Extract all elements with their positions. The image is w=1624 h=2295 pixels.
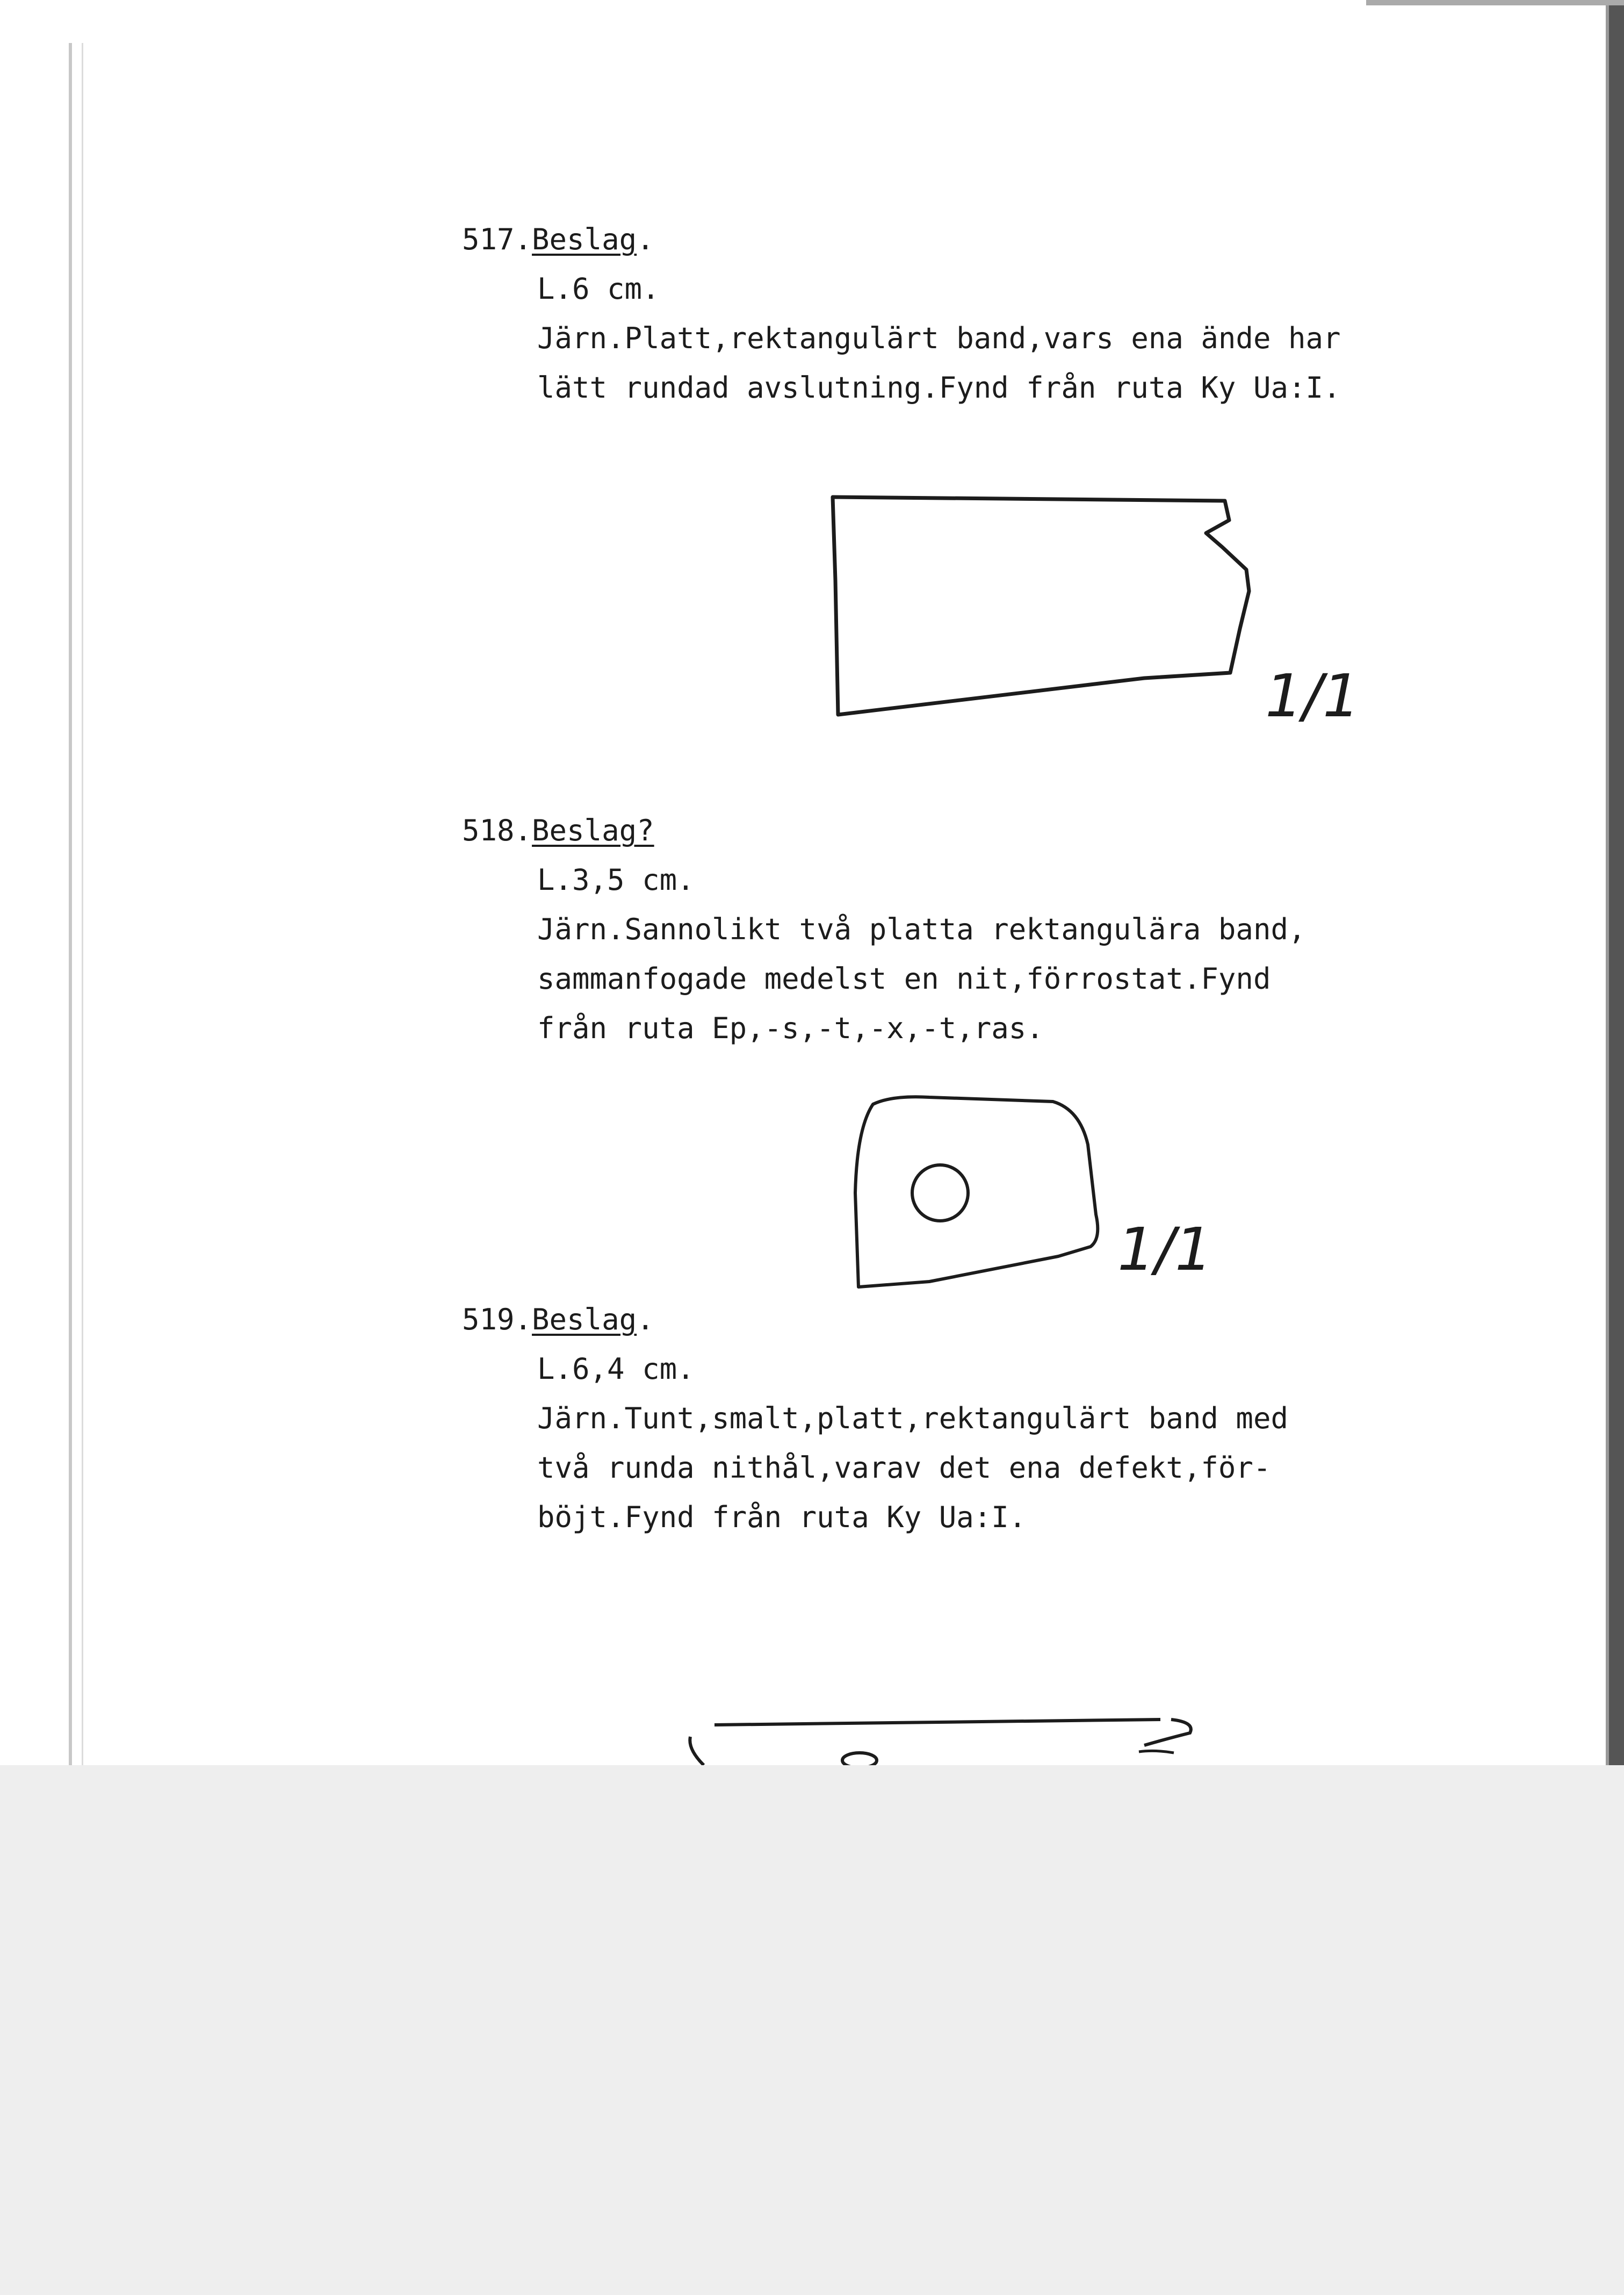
entry-description-line: Järn.Sannolikt två platta rektangulära band, <box>537 912 1306 946</box>
entry-title: Beslag? <box>532 814 654 847</box>
entry-description-line: sammanfogade medelst en nit,förrostat.Fynd <box>537 962 1271 996</box>
entry-length: L.6 cm. <box>537 272 660 306</box>
entry-title-suffix: . <box>637 1303 654 1336</box>
catalog-entry-517 <box>462 215 1341 413</box>
drawing-519-fitting <box>677 1709 1214 1765</box>
entry-description-line: Järn.Tunt,smalt,platt,rektangulärt band med <box>537 1401 1288 1435</box>
scale-label-517: 1/1 <box>1265 661 1361 730</box>
entry-title: Beslag <box>532 222 637 256</box>
drawing-517-fitting <box>822 484 1284 742</box>
entry-title-suffix: . <box>637 222 654 256</box>
catalog-entry-519 <box>462 1295 1288 1542</box>
binding-margin-line-inner <box>82 43 83 1765</box>
entry-length: L.6,4 cm. <box>537 1352 695 1386</box>
scan-top-edge <box>1366 0 1624 5</box>
catalog-entry-518 <box>462 806 1306 1053</box>
entry-heading <box>462 806 1305 855</box>
entry-title: Beslag <box>532 1303 637 1336</box>
entry-description-line: lätt rundad avslutning.Fynd från ruta Ky Ua:I. <box>537 371 1341 405</box>
scan-right-edge <box>1609 0 1624 1765</box>
entry-number: 518. <box>462 814 532 847</box>
scale-label-518: 1/1 <box>1117 1215 1213 1284</box>
drawing-518-fitting <box>843 1085 1123 1300</box>
entry-description-line: från ruta Ep,-s,-t,-x,-t,ras. <box>537 1011 1044 1045</box>
entry-description-line: Järn.Platt,rektangulärt band,vars ena ände har <box>537 321 1341 355</box>
blank-area <box>0 1765 1624 2295</box>
scan-right-edge-shadow <box>1606 0 1609 1765</box>
entry-number: 519. <box>462 1303 532 1336</box>
entry-description-line: böjt.Fynd från ruta Ky Ua:I. <box>537 1500 1027 1534</box>
binding-margin-line <box>69 43 72 1765</box>
entry-number: 517. <box>462 222 532 256</box>
entry-heading <box>462 1295 1288 1344</box>
entry-description-line: två runda nithål,varav det ena defekt,för- <box>537 1451 1271 1485</box>
entry-heading <box>462 215 1341 264</box>
entry-length: L.3,5 cm. <box>537 863 695 897</box>
